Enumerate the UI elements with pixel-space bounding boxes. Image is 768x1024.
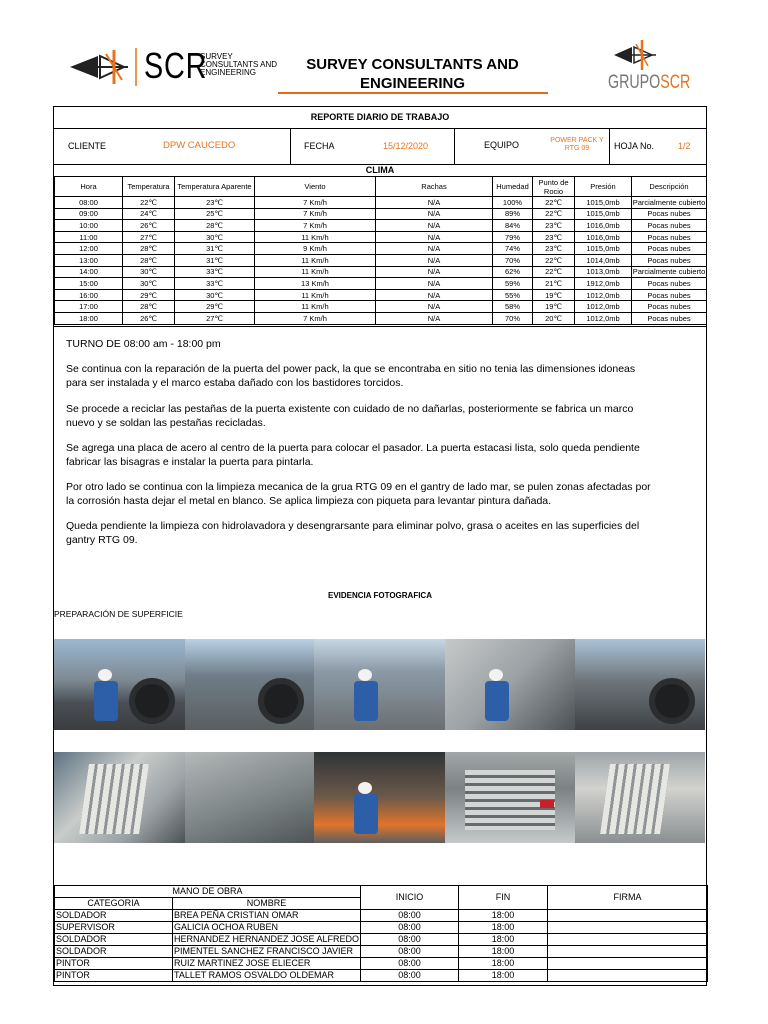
labor-category: SOLDADOR [55, 934, 173, 946]
weather-cell: 16:00 [55, 289, 123, 301]
weather-row [55, 289, 707, 301]
weather-cell: 89% [493, 208, 533, 220]
weather-title: CLIMA [365, 165, 395, 175]
weather-cell: 1015,0mb [575, 243, 632, 255]
weather-cell: 11 Km/h [255, 254, 376, 266]
weather-cell: 58% [493, 301, 533, 313]
weather-cell: Pocas nubes [632, 301, 707, 313]
weather-cell: 22℃ [533, 266, 575, 278]
labor-row [55, 946, 708, 958]
group-logo [600, 38, 691, 98]
weather-cell: N/A [376, 278, 493, 290]
labor-name: RUIZ MARTINEZ JOSE ELIECER [173, 958, 361, 970]
col-hour: Hora [55, 177, 123, 197]
weather-cell: 26℃ [123, 220, 175, 232]
labor-start: 08:00 [361, 922, 459, 934]
labor-start: 08:00 [361, 910, 459, 922]
weather-cell: 1015,0mb [575, 197, 632, 209]
weather-cell: Pocas nubes [632, 208, 707, 220]
weather-cell: 21℃ [533, 278, 575, 290]
labor-signature [548, 910, 708, 922]
weather-row [55, 208, 707, 220]
evidence-photo [314, 639, 445, 730]
weather-cell: 100% [493, 197, 533, 209]
work-paragraph-line: para ser instalada y el marco estaba dañado con los bastidores torcidos. [66, 377, 404, 389]
weather-cell: 29℃ [175, 301, 255, 313]
labor-name: TALLET RAMOS OSVALDO OLDEMAR [173, 970, 361, 982]
weather-cell: Pocas nubes [632, 278, 707, 290]
weather-cell: 1016,0mb [575, 220, 632, 232]
weather-cell: 22℃ [533, 208, 575, 220]
weather-cell: N/A [376, 208, 493, 220]
evidence-photo [185, 752, 314, 843]
weather-cell: Pocas nubes [632, 312, 707, 324]
sheet-label: HOJA No. [614, 141, 655, 151]
weather-cell: N/A [376, 220, 493, 232]
weather-cell: 10:00 [55, 220, 123, 232]
weather-cell: 70% [493, 312, 533, 324]
labor-start: 08:00 [361, 970, 459, 982]
labor-signature [548, 970, 708, 982]
weather-cell: 11:00 [55, 231, 123, 243]
col-wind: Viento [255, 177, 376, 197]
photo-section-subtitle: PREPARACIÓN DE SUPERFICIE [54, 609, 183, 619]
weather-cell: 70% [493, 254, 533, 266]
labor-signature [548, 946, 708, 958]
weather-cell: 28℃ [175, 220, 255, 232]
work-paragraph-line: Por otro lado se continua con la limpieza mecanica de la grua RTG 09 en el gantry de lado mar, se pulen zonas afectadas por [66, 481, 651, 493]
labor-row [55, 910, 708, 922]
weather-cell: 1912,0mb [575, 278, 632, 290]
weather-cell: 08:00 [55, 197, 123, 209]
labor-signature [548, 958, 708, 970]
weather-cell: 22℃ [123, 197, 175, 209]
labor-name: GALICIA OCHOA RUBEN [173, 922, 361, 934]
col-signature: FIRMA [548, 886, 708, 910]
col-pressure: Presión [575, 177, 632, 197]
weather-row [55, 197, 707, 209]
weather-row [55, 312, 707, 324]
weather-cell: N/A [376, 197, 493, 209]
weather-cell: 13:00 [55, 254, 123, 266]
weather-cell: 25℃ [175, 208, 255, 220]
labor-end: 18:00 [459, 958, 548, 970]
weather-cell: 55% [493, 289, 533, 301]
labor-category: PINTOR [55, 958, 173, 970]
labor-end: 18:00 [459, 922, 548, 934]
labor-row [55, 970, 708, 982]
weather-cell: 20℃ [533, 312, 575, 324]
weather-table [54, 176, 707, 325]
evidence-photo [314, 752, 445, 843]
weather-cell: 26℃ [123, 312, 175, 324]
report-title: REPORTE DIARIO DE TRABAJO [310, 112, 450, 122]
weather-cell: 7 Km/h [255, 197, 376, 209]
weather-cell: 1013,0mb [575, 266, 632, 278]
weather-cell: 09:00 [55, 208, 123, 220]
weather-cell: 23℃ [533, 220, 575, 232]
weather-cell: 1012,0mb [575, 312, 632, 324]
weather-cell: N/A [376, 243, 493, 255]
evidence-photo [445, 752, 575, 843]
col-dew-point: Punto de Rocio [533, 177, 575, 197]
labor-category: SUPERVISOR [55, 922, 173, 934]
col-category: CATEGORIA [55, 898, 173, 910]
weather-cell: 30℃ [175, 289, 255, 301]
labor-start: 08:00 [361, 958, 459, 970]
labor-start: 08:00 [361, 934, 459, 946]
col-name: NOMBRE [173, 898, 361, 910]
weather-cell: 23℃ [533, 231, 575, 243]
labor-row [55, 934, 708, 946]
weather-cell: 30℃ [123, 278, 175, 290]
evidence-photo [575, 639, 705, 730]
weather-cell: 17:00 [55, 301, 123, 313]
group-logo-text: GRUPOSCR [608, 72, 691, 93]
weather-cell: Pocas nubes [632, 220, 707, 232]
weather-cell: 23℃ [533, 243, 575, 255]
weather-cell: Parcialmente cubierto [632, 197, 706, 207]
weather-cell: 11 Km/h [255, 231, 376, 243]
weather-cell: Pocas nubes [632, 254, 707, 266]
labor-category: SOLDADOR [55, 946, 173, 958]
weather-cell: N/A [376, 312, 493, 324]
company-logo [70, 44, 280, 90]
photo-section-title: EVIDENCIA FOTOGRAFICA [327, 591, 432, 600]
labor-signature [548, 934, 708, 946]
weather-cell: 33℃ [175, 266, 255, 278]
weather-row [55, 243, 707, 255]
labor-signature [548, 922, 708, 934]
weather-cell: 31℃ [175, 243, 255, 255]
weather-cell: Parcialmente cubierto [632, 267, 706, 277]
weather-cell: 31℃ [175, 254, 255, 266]
weather-cell: 22℃ [533, 254, 575, 266]
work-paragraph-line: la corrosión hasta dejar el metal en blanco. Se aplica limpieza con piqueta para levantar pintura dañada. [66, 495, 552, 507]
weather-cell: 84% [493, 220, 533, 232]
weather-cell: 28℃ [123, 243, 175, 255]
client-value: DPW CAUCEDO [163, 140, 236, 151]
weather-row [55, 301, 707, 313]
weather-cell: 13 Km/h [255, 278, 376, 290]
labor-title-row [55, 886, 708, 898]
client-label: CLIENTE [68, 141, 107, 151]
work-paragraph-line: Queda pendiente la limpieza con hidrolavadora y desengrarsante para eliminar polvo, grasa o aceites en las superficies del [66, 520, 640, 532]
labor-name: BREA PEÑA CRISTIAN OMAR [173, 910, 361, 922]
work-paragraph-line: Se procede a reciclar las pestañas de la puerta existente con cuidado de no dañarlas, posteriormente se fabrica un marco [66, 403, 634, 415]
equipment-value: POWER PACK Y RTG 09 [550, 137, 604, 152]
col-end: FIN [459, 886, 548, 910]
weather-row [55, 231, 707, 243]
logo-abbr: SCR [144, 45, 208, 86]
divider [290, 128, 291, 164]
work-paragraph [66, 480, 696, 508]
labor-row [55, 958, 708, 970]
group-logo-icon [600, 38, 670, 72]
col-description: Descripción [632, 177, 707, 197]
weather-row [55, 220, 707, 232]
logo-text: SURVEY CONSULTANTS AND ENGINEERING [200, 52, 278, 77]
weather-cell: 18:00 [55, 312, 123, 324]
weather-cell: 28℃ [123, 301, 175, 313]
weather-cell: 11 Km/h [255, 289, 376, 301]
weather-cell: 1012,0mb [575, 289, 632, 301]
weather-cell: 7 Km/h [255, 208, 376, 220]
divider [454, 128, 455, 164]
weather-cell: 14:00 [55, 266, 123, 278]
weather-cell: 30℃ [175, 231, 255, 243]
labor-end: 18:00 [459, 946, 548, 958]
weather-cell: 27℃ [123, 231, 175, 243]
weather-cell: Pocas nubes [632, 243, 707, 255]
work-paragraph [66, 441, 696, 469]
evidence-photo [185, 639, 314, 730]
labor-category: SOLDADOR [55, 910, 173, 922]
divider [609, 128, 610, 164]
col-gusts: Rachas [376, 177, 493, 197]
weather-row [55, 278, 707, 290]
title-underline [278, 92, 548, 94]
work-paragraph-line: nuevo y se soldan las pestañas recicladas. [66, 417, 266, 429]
weather-header-row [55, 177, 707, 197]
evidence-photo [54, 752, 185, 843]
labor-name: PIMENTEL SANCHEZ FRANCISCO JAVIER [173, 946, 361, 958]
work-paragraph [66, 519, 696, 547]
weather-row [55, 254, 707, 266]
weather-cell: 22℃ [533, 197, 575, 209]
weather-cell: 79% [493, 231, 533, 243]
equipment-label: EQUIPO [484, 140, 520, 150]
weather-cell: 62% [493, 266, 533, 278]
labor-title: MANO DE OBRA [55, 886, 361, 898]
weather-cell: 24℃ [123, 208, 175, 220]
weather-cell: 7 Km/h [255, 220, 376, 232]
divider [53, 326, 707, 327]
labor-end: 18:00 [459, 934, 548, 946]
weather-cell: 7 Km/h [255, 312, 376, 324]
weather-cell: 11 Km/h [255, 266, 376, 278]
weather-cell: 12:00 [55, 243, 123, 255]
sheet-value: 1/2 [678, 141, 691, 151]
weather-cell: 11 Km/h [255, 301, 376, 313]
weather-cell: Pocas nubes [632, 289, 707, 301]
weather-cell: 15:00 [55, 278, 123, 290]
labor-end: 18:00 [459, 970, 548, 982]
col-humidity: Humedad [493, 177, 533, 197]
labor-table [54, 885, 708, 982]
date-label: FECHA [304, 141, 335, 151]
col-temperature: Temperatura [123, 177, 175, 197]
weather-cell: Pocas nubes [632, 231, 707, 243]
weather-cell: 74% [493, 243, 533, 255]
page-title: SURVEY CONSULTANTS AND ENGINEERING [306, 56, 519, 92]
weather-cell: 33℃ [175, 278, 255, 290]
labor-start: 08:00 [361, 946, 459, 958]
work-paragraph-line: Se agrega una placa de acero al centro de la puerta para colocar el pasador. La puerta estacasi lista, solo queda pendiente [66, 442, 640, 454]
weather-cell: 19℃ [533, 289, 575, 301]
evidence-photo [54, 639, 185, 730]
evidence-photo [445, 639, 575, 730]
work-paragraph [66, 362, 696, 390]
weather-row [55, 266, 707, 278]
weather-cell: 1016,0mb [575, 231, 632, 243]
evidence-photo [575, 752, 705, 843]
labor-category: PINTOR [55, 970, 173, 982]
labor-end: 18:00 [459, 910, 548, 922]
date-value: 15/12/2020 [383, 141, 429, 151]
weather-cell: 30℃ [123, 266, 175, 278]
labor-name: HERNANDEZ HERNANDEZ JOSE ALFREDO [174, 934, 360, 944]
shift-text: TURNO DE 08:00 am - 18:00 pm [66, 338, 221, 350]
weather-cell: 27℃ [175, 312, 255, 324]
work-paragraph-line: gantry RTG 09. [66, 534, 138, 546]
work-paragraph [66, 402, 696, 430]
weather-cell: 1014,0mb [575, 254, 632, 266]
weather-cell: 19℃ [533, 301, 575, 313]
col-start: INICIO [361, 886, 459, 910]
weather-cell: 23℃ [175, 197, 255, 209]
weather-cell: 29℃ [123, 289, 175, 301]
weather-cell: 9 Km/h [255, 243, 376, 255]
weather-cell: N/A [376, 289, 493, 301]
labor-row [55, 922, 708, 934]
weather-cell: N/A [376, 231, 493, 243]
weather-cell: 1015,0mb [575, 208, 632, 220]
work-paragraph-line: Se continua con la reparación de la puerta del power pack, la que se encontraba en sitio no tenia las dimensiones idoneas [66, 363, 636, 375]
weather-cell: 59% [493, 278, 533, 290]
weather-cell: N/A [376, 301, 493, 313]
col-apparent-temperature: Temperatura Aparente [175, 177, 255, 197]
weather-cell: 28℃ [123, 254, 175, 266]
weather-cell: N/A [376, 254, 493, 266]
work-paragraph-line: fabricar las bisagras e instalar la puerta para pintarla. [66, 456, 314, 468]
weather-cell: 1012,0mb [575, 301, 632, 313]
weather-cell: N/A [376, 266, 493, 278]
